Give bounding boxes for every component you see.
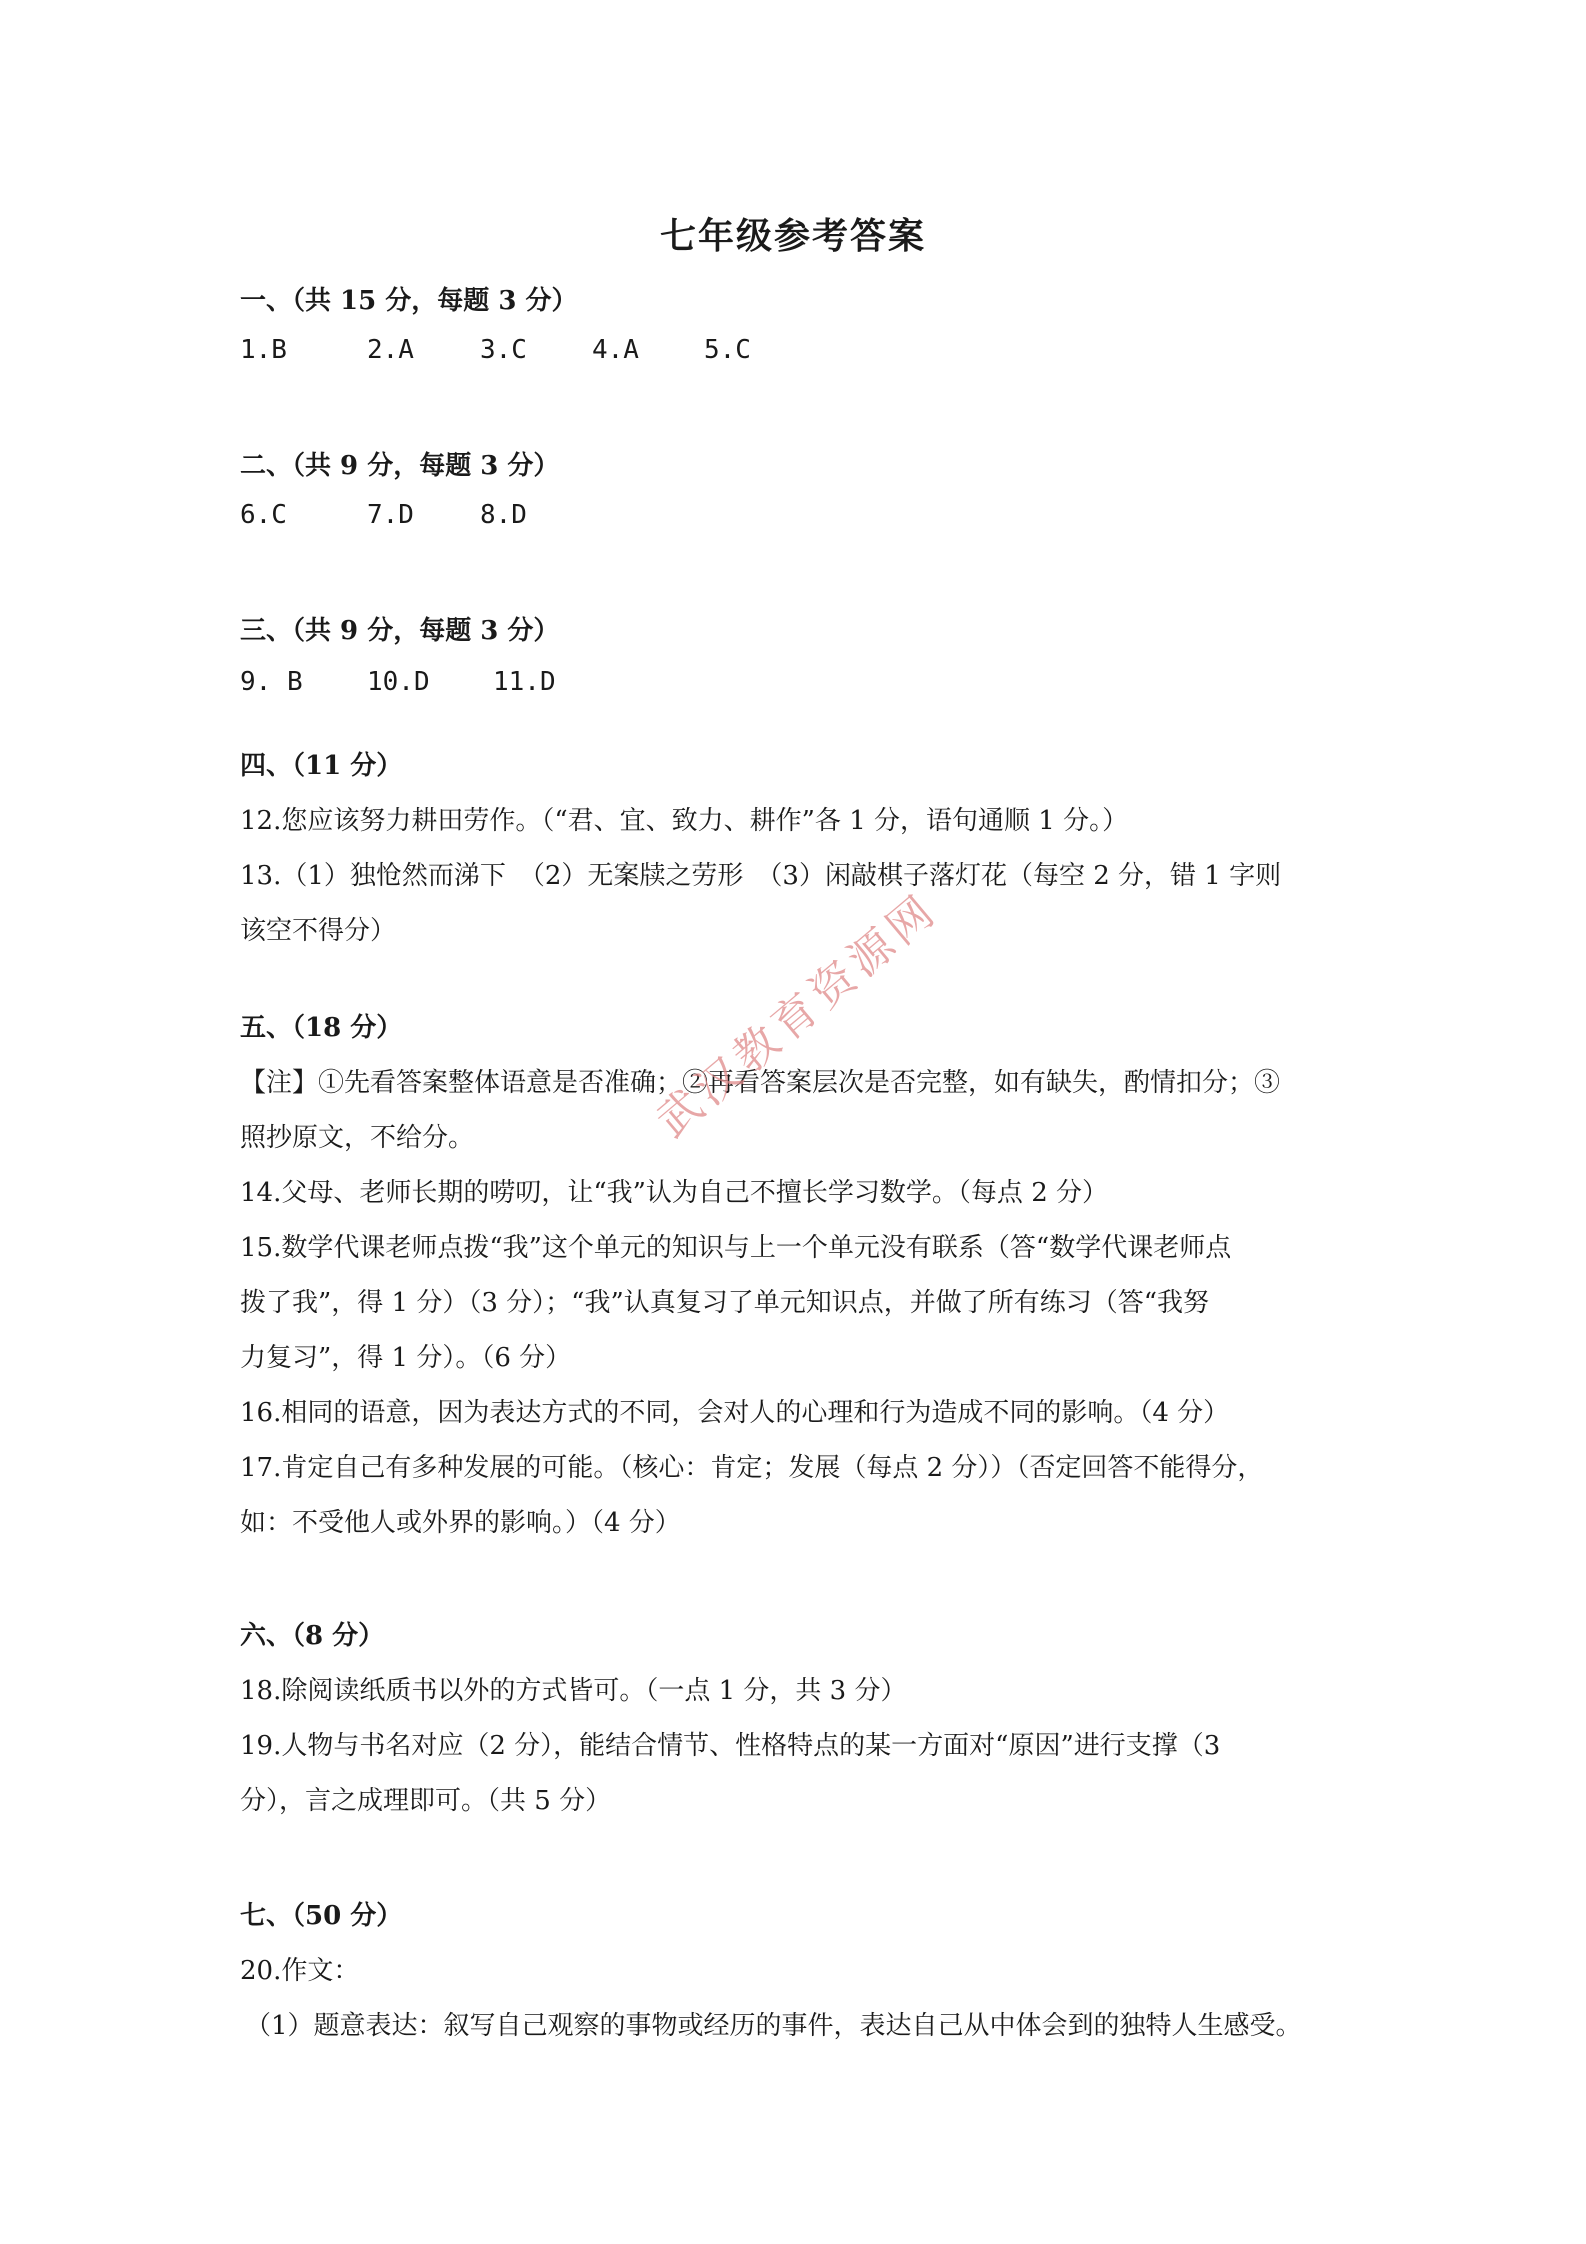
note-line-1: 【注】①先看答案整体语意是否准确；②再看答案层次是否完整，如有缺失，酌情扣分；③ xyxy=(240,1068,1281,1098)
answer-13-text: 13.（1）独怆然而涕下 （2）无案牍之劳形 （3）闲敲棋子落灯花（每空 2 分，错 1 字则 xyxy=(240,861,1282,891)
answer-2: 2.A xyxy=(367,335,414,365)
answer-3: 3.C xyxy=(480,335,527,365)
section-1-heading: 一、（共 15 分，每题 3 分） xyxy=(240,286,578,316)
watermark-text: 武汉教育资源网 xyxy=(647,883,948,1148)
answer-13-text-cont: 该空不得分） xyxy=(240,916,397,946)
answer-6: 6.C xyxy=(240,500,287,530)
answer-15-text-2: 拨了我”，得 1 分）（3 分）；“我”认真复习了单元知识点，并做了所有练习（答“我努 xyxy=(240,1288,1210,1318)
answer-12-text: 12.您应该努力耕田劳作。（“君、宜、致力、耕作”各 1 分，语句通顺 1 分。） xyxy=(240,806,1129,836)
answer-10: 10.D xyxy=(367,667,430,697)
section-4-heading: 四、（11 分） xyxy=(240,751,403,781)
section-2-heading: 二、（共 9 分，每题 3 分） xyxy=(240,451,560,481)
answer-16-text: 16.相同的语意，因为表达方式的不同，会对人的心理和行为造成不同的影响。（4 分） xyxy=(240,1398,1230,1428)
answer-19-text-2: 分），言之成理即可。（共 5 分） xyxy=(240,1786,612,1816)
section-3-heading: 三、（共 9 分，每题 3 分） xyxy=(240,616,560,646)
note-line-2: 照抄原文，不给分。 xyxy=(240,1123,475,1153)
answer-15-text-3: 力复习”，得 1 分）。（6 分） xyxy=(240,1343,572,1373)
answer-8: 8.D xyxy=(480,500,527,530)
answer-11: 11.D xyxy=(493,667,556,697)
answer-19-text-1: 19.人物与书名对应（2 分），能结合情节、性格特点的某一方面对“原因”进行支撑（3 xyxy=(240,1731,1221,1761)
answer-20-item-1: （1）题意表达：叙写自己观察的事物或经历的事件，表达自己从中体会到的独特人生感受。 xyxy=(245,2011,1302,2041)
answer-20-label: 20.作文： xyxy=(240,1956,360,1986)
answer-7: 7.D xyxy=(367,500,414,530)
answer-17-text-1: 17.肯定自己有多种发展的可能。（核心：肯定；发展（每点 2 分））（否定回答不能得分， xyxy=(240,1453,1264,1483)
answer-14-text: 14.父母、老师长期的唠叨，让“我”认为自己不擅长学习数学。（每点 2 分） xyxy=(240,1178,1109,1208)
answer-9: 9. B xyxy=(240,667,303,697)
section-7-heading: 七、（50 分） xyxy=(240,1901,403,1931)
answer-1: 1.B xyxy=(240,335,287,365)
section-6-heading: 六、（8 分） xyxy=(240,1621,385,1651)
answer-5: 5.C xyxy=(704,335,751,365)
answer-4: 4.A xyxy=(592,335,639,365)
answer-15-text-1: 15.数学代课老师点拨“我”这个单元的知识与上一个单元没有联系（答“数学代课老师点 xyxy=(240,1233,1232,1263)
section-5-heading: 五、（18 分） xyxy=(240,1013,403,1043)
page-title: 七年级参考答案 xyxy=(659,215,926,257)
answer-17-text-2: 如：不受他人或外界的影响。）（4 分） xyxy=(240,1508,681,1538)
answer-18-text: 18.除阅读纸质书以外的方式皆可。（一点 1 分，共 3 分） xyxy=(240,1676,907,1706)
